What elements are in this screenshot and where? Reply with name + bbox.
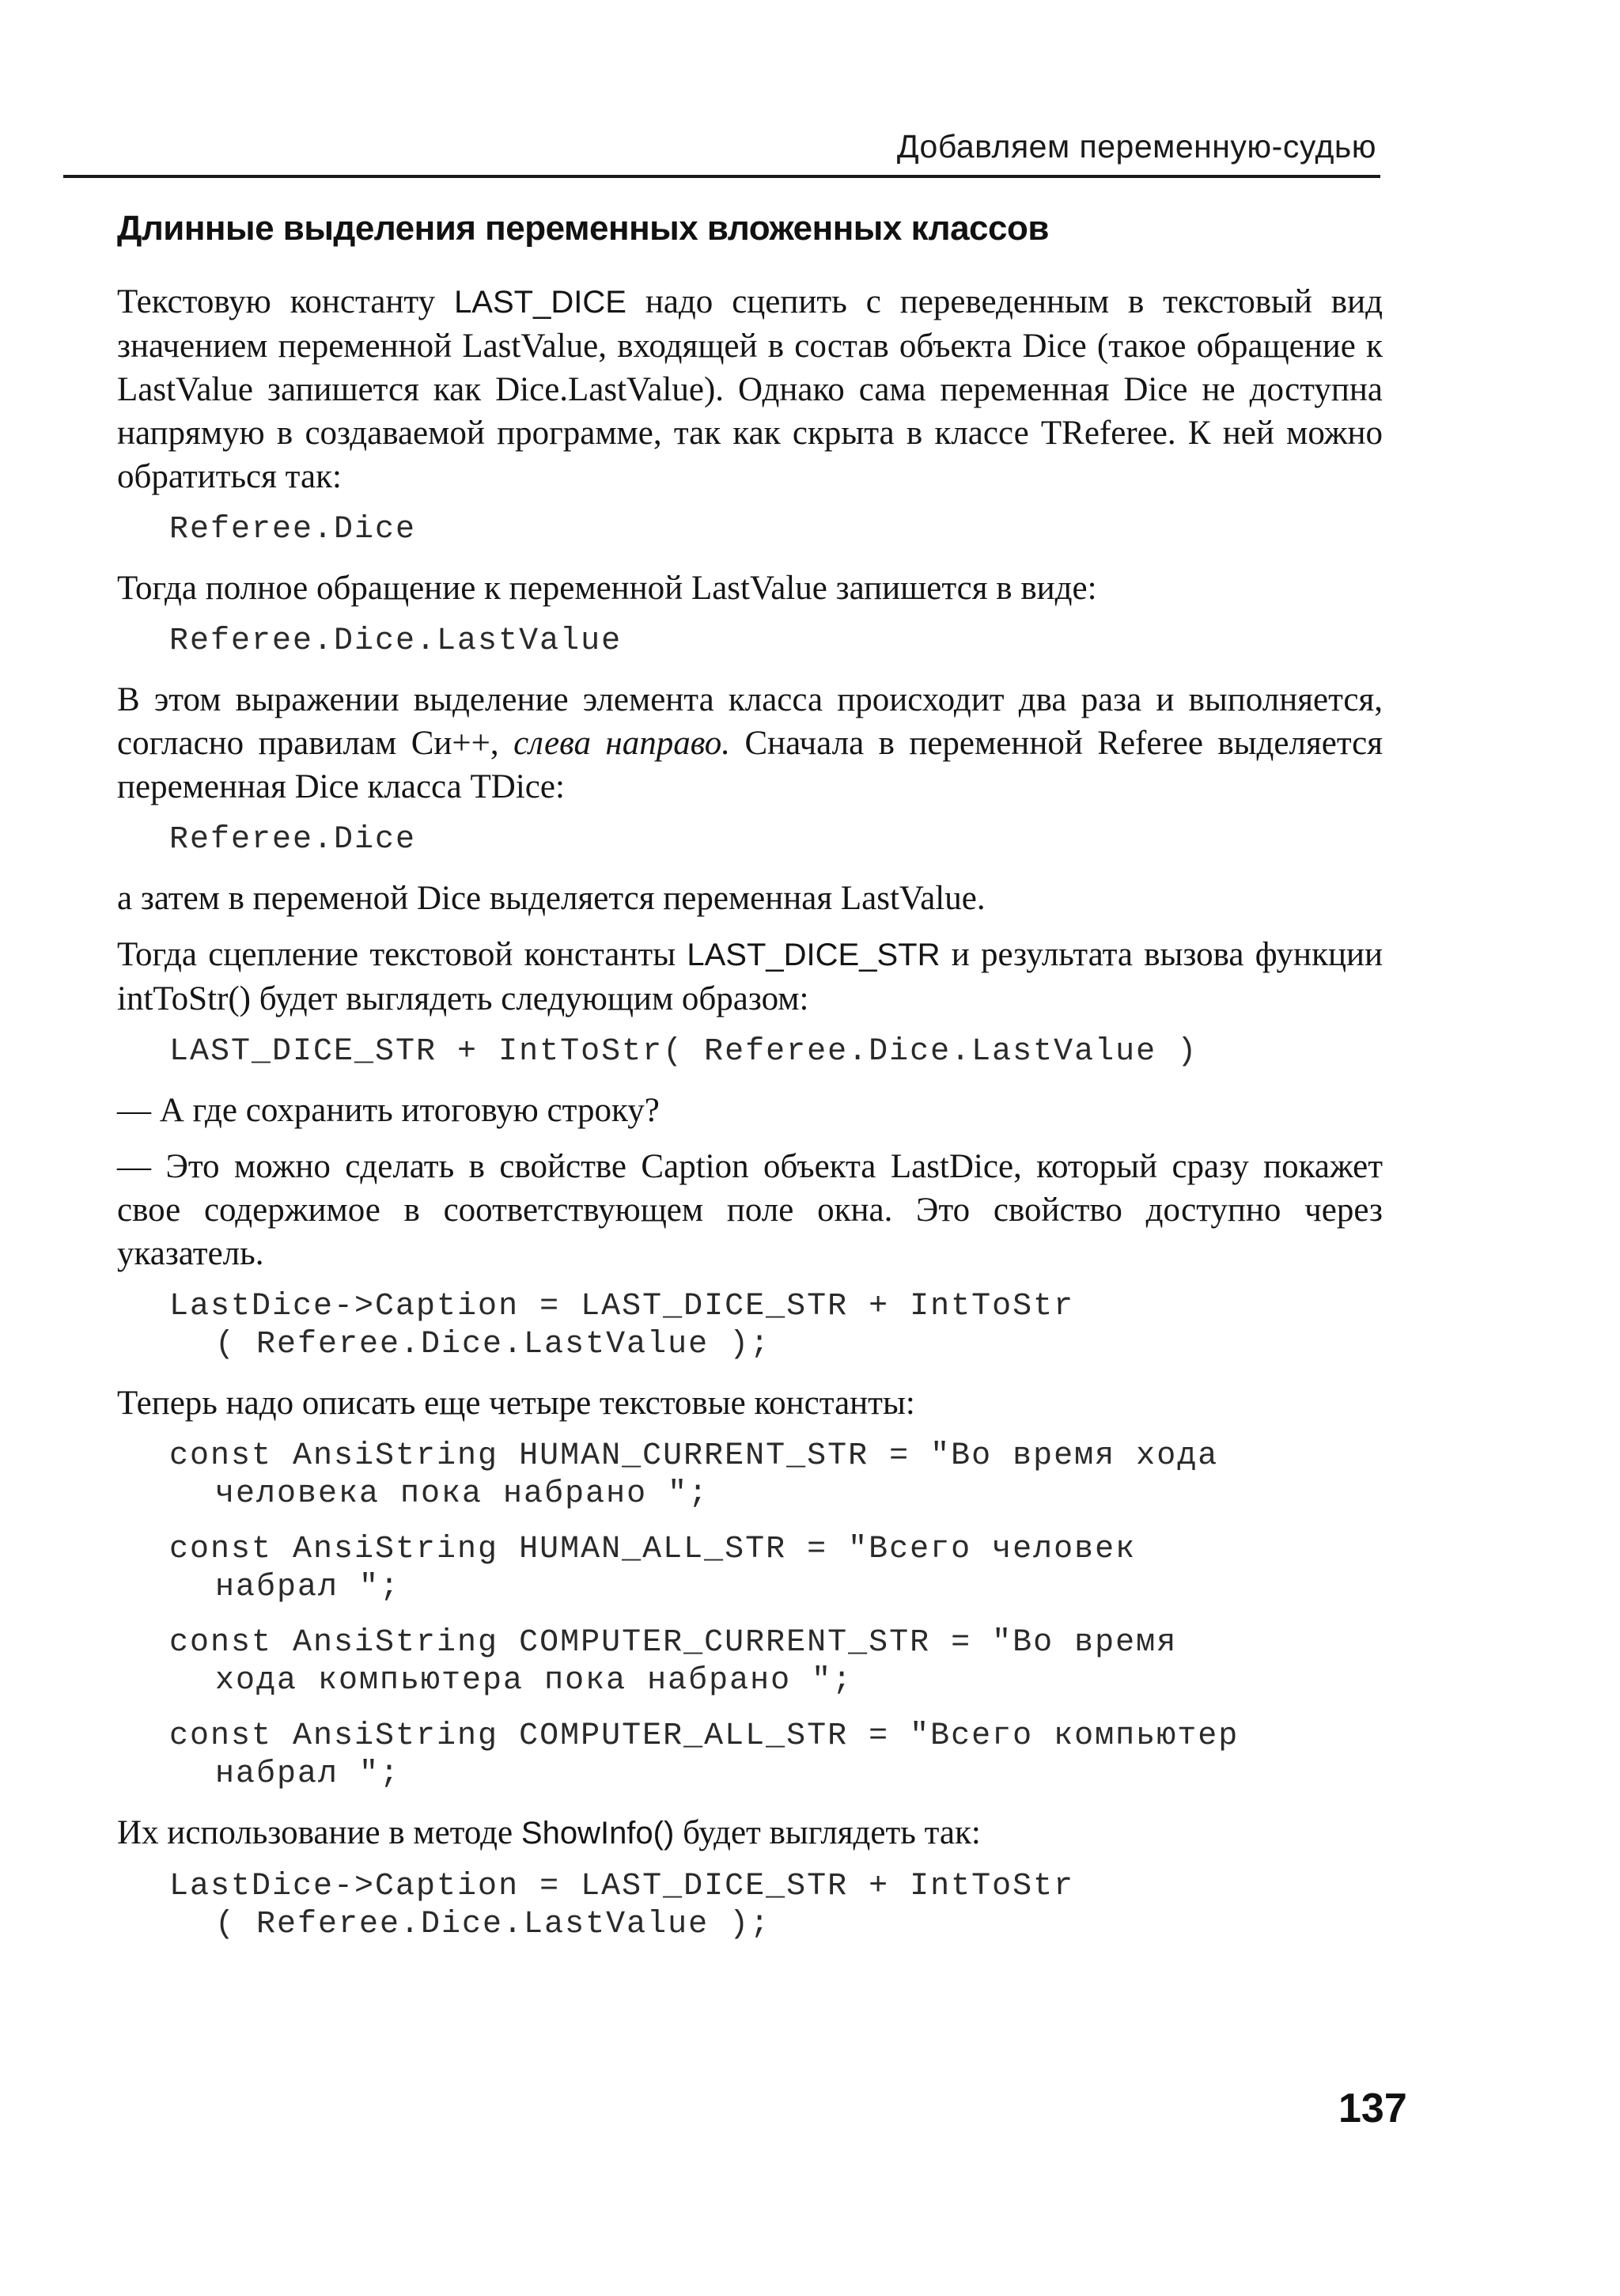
code-line: const AnsiString HUMAN_ALL_STR = "Всего человек xyxy=(169,1532,1137,1567)
code-block-4 xyxy=(169,1033,1383,1071)
paragraph-3-text-a: В этом выражении выделение элемента класса происходит два раза и выполняется, согласно правилам Си++, xyxy=(117,681,1383,762)
code-line: const AnsiString COMPUTER_ALL_STR = "Всего компьютер xyxy=(169,1718,1240,1754)
paragraph-3 xyxy=(117,678,1383,809)
code-line: Referee.Dice xyxy=(169,512,417,547)
code-block-1 xyxy=(169,511,1383,549)
code-line: const AnsiString HUMAN_CURRENT_STR = "Во время хода xyxy=(169,1438,1219,1474)
method-showinfo: ShowInfo() xyxy=(520,1816,675,1851)
code-block-10 xyxy=(169,1868,1383,1944)
code-line-continuation: хода компьютера пока набрано "; xyxy=(215,1663,854,1699)
page-number: 137 xyxy=(1338,2086,1407,2131)
code-line-continuation: ( Referee.Dice.LastValue ); xyxy=(215,1327,771,1362)
paragraph-1-text-b: надо сцепить с переведенным в текстовый вид значением переменной LastValue, входящей в состав объекта Dice (такое обращение к LastValue запишется как Dice.LastValue). Однако сама переменная Dice не доступна напрямую в создаваемой программе, так как скрыта в классе TReferee. К ней можно обратиться так: xyxy=(117,283,1383,495)
code-line: LAST_DICE_STR + IntToStr( Referee.Dice.LastValue ) xyxy=(169,1034,1198,1070)
paragraph-9-text-a: Их использование в методе xyxy=(117,1814,521,1851)
code-line: Referee.Dice.LastValue xyxy=(169,623,623,659)
dialogue-question: — А где сохранить итоговую строку? xyxy=(117,1092,660,1129)
paragraph-4: а затем в переменой Dice выделяется переменная LastValue. xyxy=(117,880,986,917)
running-header: Добавляем переменную-судью xyxy=(896,128,1376,165)
paragraph-5-text-a: Тогда сцепление текстовой константы xyxy=(117,936,687,973)
code-block-7 xyxy=(169,1531,1383,1607)
code-block-5 xyxy=(169,1288,1383,1364)
header-rule xyxy=(63,175,1380,178)
paragraph-3-text-b: Сначала в переменной Referee выделяется переменная Dice класса TDice: xyxy=(117,725,1383,805)
paragraph-9 xyxy=(117,1811,1383,1855)
code-line: LastDice->Caption = LAST_DICE_STR + IntToStr xyxy=(169,1869,1075,1904)
paragraph-2: Тогда полное обращение к переменной LastValue запишется в виде: xyxy=(117,570,1097,607)
code-line-continuation: набрал "; xyxy=(215,1570,401,1605)
constant-last-dice: LAST_DICE xyxy=(454,285,626,320)
code-line: const AnsiString COMPUTER_CURRENT_STR = "Во время xyxy=(169,1625,1178,1661)
code-block-9 xyxy=(169,1718,1383,1794)
code-block-2 xyxy=(169,623,1383,661)
paragraph-5-text-b: и результата вызова функции intToStr() будет выглядеть следующим образом: xyxy=(117,936,1383,1017)
code-block-8 xyxy=(169,1624,1383,1700)
code-block-6 xyxy=(169,1438,1383,1514)
code-line: LastDice->Caption = LAST_DICE_STR + IntToStr xyxy=(169,1289,1075,1324)
paragraph-5 xyxy=(117,933,1383,1021)
page-content xyxy=(117,209,1383,1961)
section-title: Длинные выделения переменных вложенных классов xyxy=(117,209,1049,248)
code-line-continuation: ( Referee.Dice.LastValue ); xyxy=(215,1907,771,1942)
paragraph-1 xyxy=(117,280,1383,498)
paragraph-8: Теперь надо описать еще четыре текстовые константы: xyxy=(117,1385,915,1422)
constant-last-dice-str: LAST_DICE_STR xyxy=(687,938,941,972)
code-line: Referee.Dice xyxy=(169,822,417,858)
code-line-continuation: набрал "; xyxy=(215,1756,401,1792)
code-line-continuation: человека пока набрано "; xyxy=(215,1476,710,1512)
dialogue-answer: — Это можно сделать в свойстве Caption объекта LastDice, который сразу покажет свое содержимое в соответствующем поле окна. Это свойство доступно через указатель. xyxy=(117,1148,1383,1272)
code-block-3 xyxy=(169,821,1383,859)
paragraph-9-text-b: будет выглядеть так: xyxy=(674,1814,981,1851)
paragraph-3-italic: слева направо. xyxy=(513,725,731,762)
paragraph-1-text-a: Текстовую константу xyxy=(117,283,455,320)
